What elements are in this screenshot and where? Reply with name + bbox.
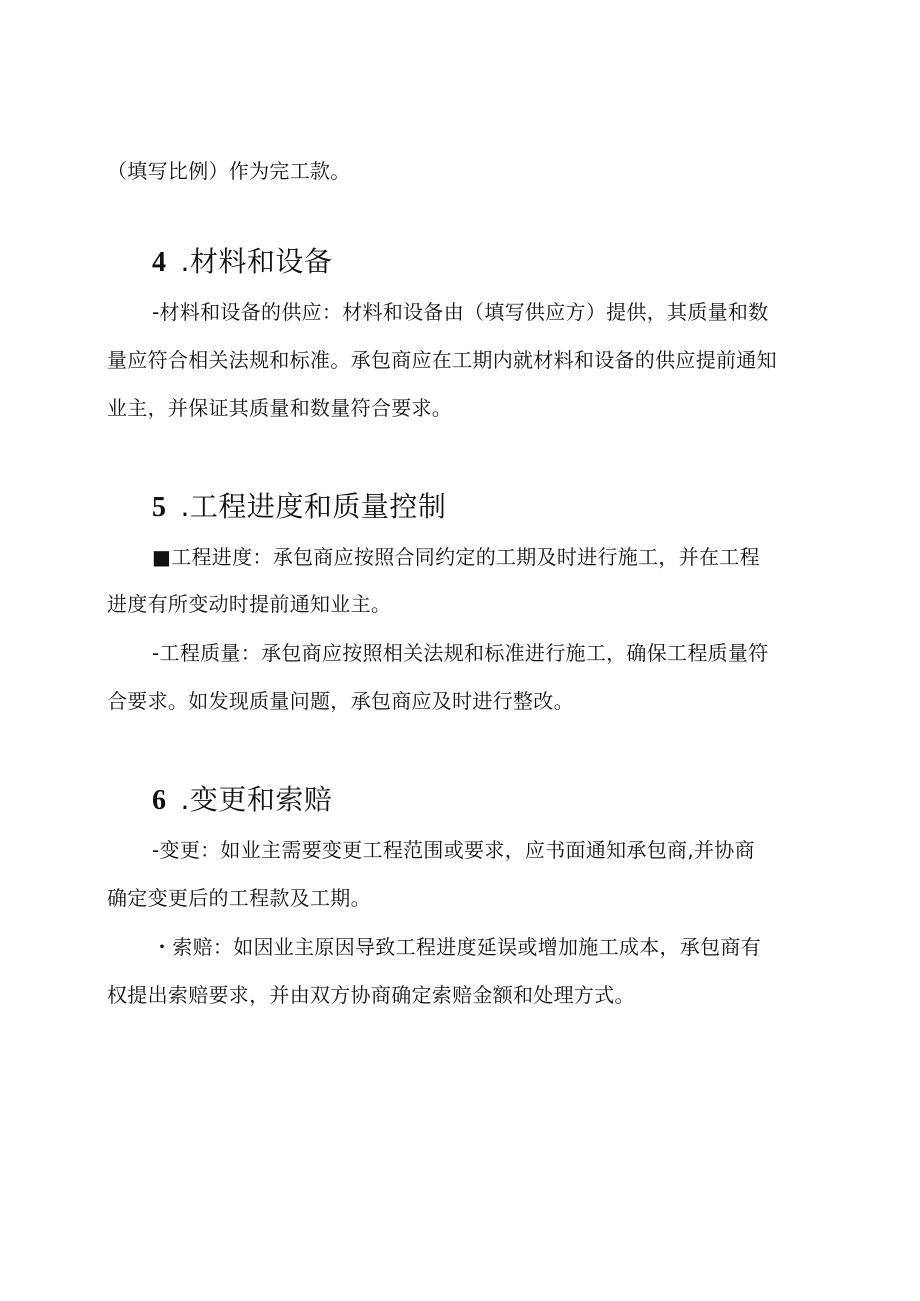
section-title: .工程进度和质量控制 [180, 490, 447, 523]
paragraph-line: 进度有所变动时提前通知业主。 [107, 592, 392, 616]
paragraph-line: 合要求。如发现质量问题，承包商应及时进行整改。 [107, 689, 574, 713]
section-number: 6 [152, 785, 167, 816]
paragraph-line: -工程质量：承包商应按照相关法规和标准进行施工，确保工程质量符 [152, 641, 769, 665]
paragraph-line: 确定变更后的工程款及工期。 [107, 886, 371, 910]
section-title: .材料和设备 [180, 245, 333, 278]
paragraph-line: 业主，并保证其质量和数量符合要求。 [107, 396, 453, 420]
paragraph-line: 权提出索赔要求，并由双方协商确定索赔金额和处理方式。 [107, 983, 635, 1007]
section-heading [152, 783, 332, 818]
paragraph-line: ・索赔：如因业主原因导致工程进度延误或增加施工成本，承包商有 [152, 935, 761, 959]
paragraph-line: （填写比例）作为完工款。 [107, 159, 351, 183]
paragraph-line: ■工程进度：承包商应按照合同约定的工期及时进行施工，并在工程 [152, 545, 760, 569]
section-heading [152, 245, 332, 280]
section-title: .变更和索赔 [180, 783, 333, 816]
paragraph-line: 量应符合相关法规和标准。承包商应在工期内就材料和设备的供应提前通知 [107, 348, 777, 372]
paragraph-line: -材料和设备的供应：材料和设备由（填写供应方）提供，其质量和数 [152, 300, 769, 324]
section-number: 4 [152, 247, 167, 278]
section-number: 5 [152, 492, 167, 523]
section-heading [152, 490, 446, 525]
paragraph-line: -变更：如业主需要变更工程范围或要求，应书面通知承包商,并协商 [152, 838, 755, 862]
